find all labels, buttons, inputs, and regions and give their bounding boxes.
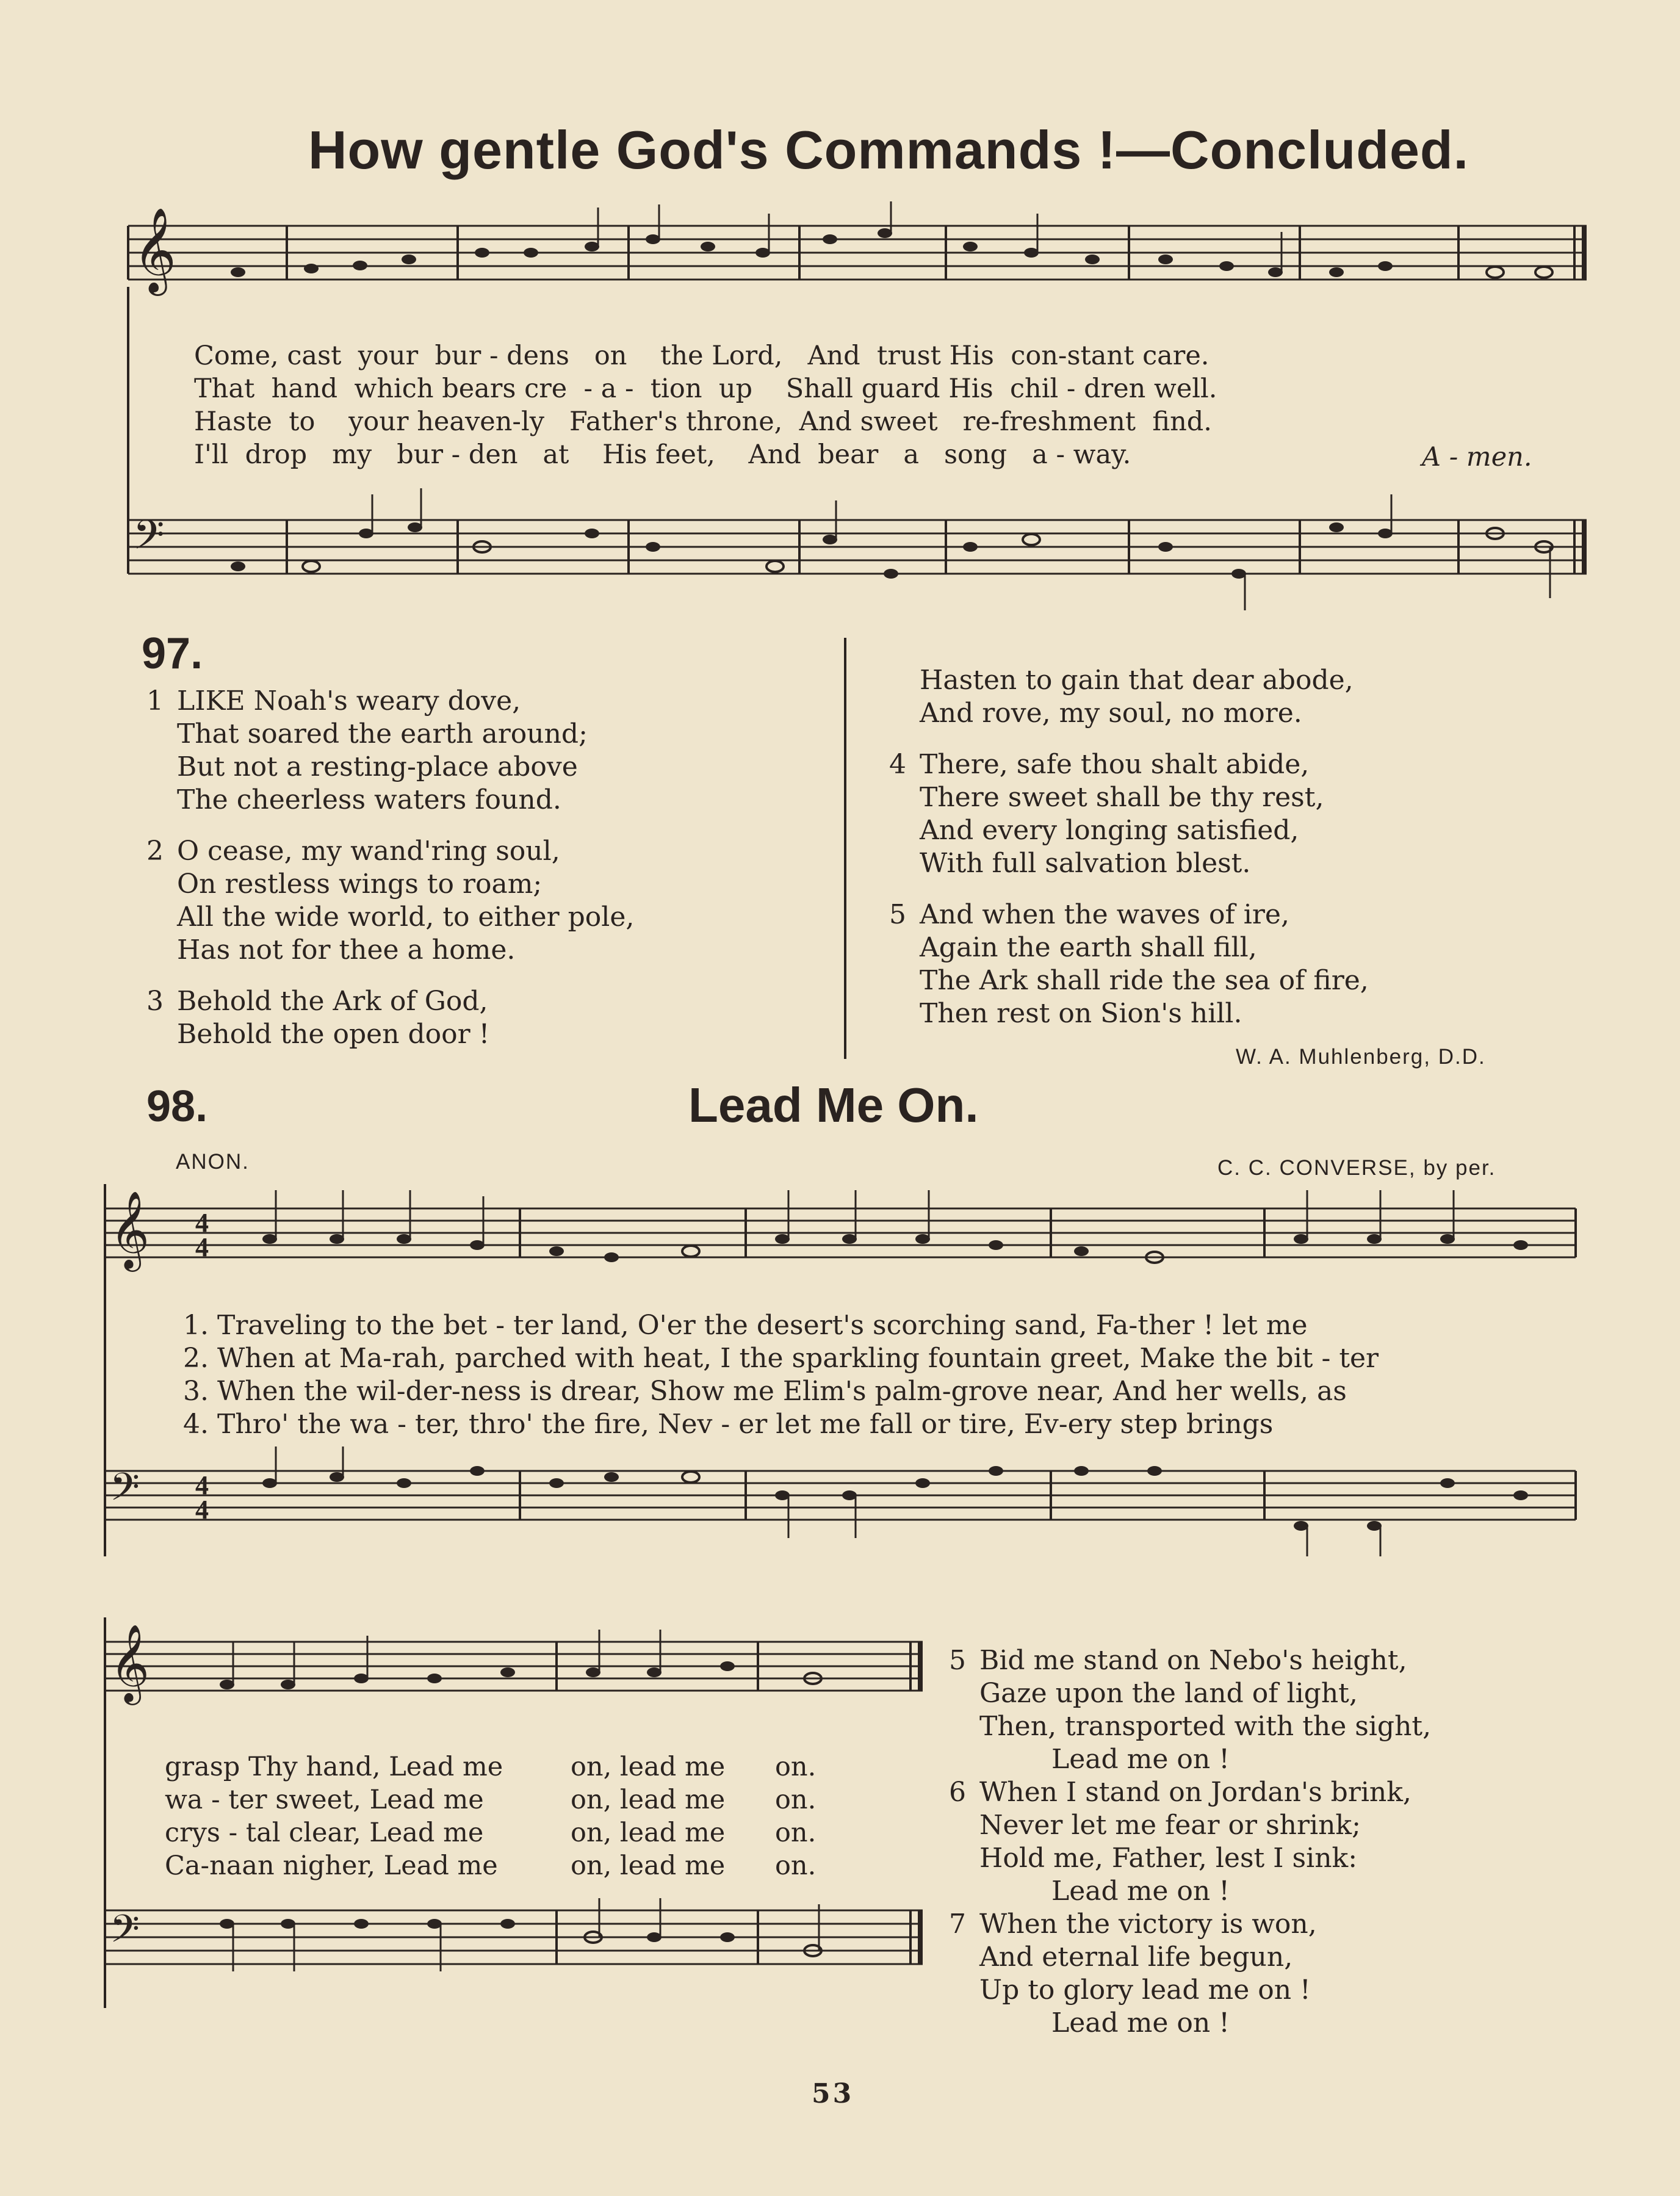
hymn97-author: W. A. Muhlenberg, D.D.: [1236, 1045, 1486, 1069]
verse-line: When I stand on Jordan's brink,: [979, 1777, 1411, 1808]
verse-number: 5: [949, 1645, 966, 1676]
svg-text:𝄞: 𝄞: [110, 1190, 150, 1268]
svg-text:4: 4: [195, 1470, 209, 1500]
verse-line: Up to glory lead me on !: [979, 1974, 1311, 2006]
svg-text:𝄢: 𝄢: [133, 511, 165, 568]
amen-text: A - men.: [1422, 442, 1532, 472]
verse-number: 2: [146, 836, 164, 867]
verse-2: [146, 835, 634, 967]
verse-5: [949, 1644, 1431, 1776]
lyric-segment: on, lead me: [571, 1851, 726, 1881]
hymn98-treble-staff-1: [105, 1184, 1576, 1276]
verse-line: Behold the open door !: [177, 1019, 490, 1050]
verse-line: The cheerless waters found.: [177, 784, 561, 815]
verse-3: [146, 985, 634, 1051]
lyric-segment: grasp Thy hand, Lead me: [165, 1752, 503, 1782]
verse-line: All the wide world, to either pole,: [177, 901, 635, 933]
top-bass-staff: [128, 488, 1587, 616]
verse-line: Then rest on Sion's hill.: [920, 998, 1242, 1029]
verse-1: [146, 685, 634, 817]
svg-text:4: 4: [195, 1232, 209, 1262]
svg-text:𝄢: 𝄢: [110, 1464, 140, 1519]
top-hymn-title: How gentle God's Commands !—Concluded.: [308, 120, 1469, 180]
lyric-segment: on.: [775, 1818, 817, 1848]
hymn98-lyrics-1: [183, 1309, 1379, 1441]
hymn97-number: 97.: [142, 629, 203, 678]
verse-line: LIKE Noah's weary dove,: [177, 685, 521, 717]
hymn98-lyrics-2: [165, 1750, 816, 1882]
verse-line: And every longing satisfied,: [920, 815, 1299, 846]
verse-number: 1: [146, 685, 164, 717]
lyric-segment: on.: [775, 1752, 817, 1782]
top-lyrics: [194, 339, 1217, 471]
hymn98-lyric-line-2: [165, 1816, 816, 1849]
svg-text:𝄞: 𝄞: [110, 1624, 150, 1702]
verse-line: Lead me on !: [1051, 2007, 1230, 2039]
verse-line: There sweet shall be thy rest,: [920, 782, 1324, 813]
top-lyric-line: Haste to your heaven-ly Father's throne, And sweet re-freshment find.: [194, 406, 1212, 437]
hymn97-right-column: [889, 664, 1369, 1030]
verse-number: 4: [889, 749, 906, 780]
lyric-segment: on, lead me: [571, 1818, 726, 1848]
verse-number: 5: [889, 899, 906, 930]
verse-line: Hasten to gain that dear abode,: [920, 665, 1354, 696]
verse-line: Lead me on !: [1051, 1876, 1230, 1907]
svg-text:𝄞: 𝄞: [133, 208, 176, 292]
verse-line: Then, transported with the sight,: [979, 1711, 1432, 1742]
hymn98-lyric-line: 4. Thro' the wa - ter, thro' the fire, Nev - er let me fall or tire, Ev-ery step brings: [183, 1409, 1274, 1440]
verse-number: 6: [949, 1777, 966, 1808]
verse-number: 7: [949, 1909, 966, 1940]
lyric-segment: on.: [775, 1785, 817, 1815]
verse-7: [949, 1908, 1431, 2040]
hymn98-bass-staff-2: [105, 1886, 923, 2020]
lyric-segment: on.: [775, 1851, 817, 1881]
verse-line: But not a resting-place above: [177, 751, 578, 782]
verse-line: Has not for thee a home.: [177, 934, 516, 966]
verse-line: Gaze upon the land of light,: [979, 1678, 1358, 1709]
verse-line: O cease, my wand'ring soul,: [177, 836, 560, 867]
verse-6: [949, 1776, 1431, 1908]
verse-line: Bid me stand on Nebo's height,: [979, 1645, 1407, 1676]
hymn98-title: Lead Me On.: [688, 1078, 979, 1132]
verse-line: Never let me fear or shrink;: [979, 1810, 1361, 1841]
hymn98-number: 98.: [146, 1082, 208, 1131]
hymn98-lyric-line-2: [165, 1849, 816, 1882]
hymn98-verses: [949, 1644, 1431, 2040]
verse-line: With full salvation blest.: [920, 848, 1251, 879]
svg-text:4: 4: [195, 1208, 209, 1238]
lyric-segment: crys - tal clear, Lead me: [165, 1818, 484, 1848]
verse-line: Behold the Ark of God,: [177, 986, 488, 1017]
hymn98-lyric-line-2: [165, 1783, 816, 1816]
verse-line: And when the waves of ire,: [920, 899, 1289, 930]
verse-5: [889, 898, 1369, 1030]
verse-line: Hold me, Father, lest I sink:: [979, 1843, 1358, 1874]
lyric-segment: on, lead me: [571, 1752, 726, 1782]
verse-line: The Ark shall ride the sea of fire,: [920, 965, 1369, 996]
top-lyric-line: That hand which bears cre - a - tion up Shall guard His chil - dren well.: [194, 374, 1217, 404]
lyric-segment: on, lead me: [571, 1785, 726, 1815]
hymn98-treble-staff-2: [105, 1617, 923, 1709]
verse-line: On restless wings to roam;: [177, 869, 543, 900]
verse-line: And rove, my soul, no more.: [920, 698, 1302, 729]
page-number: 53: [812, 2078, 854, 2109]
verse-number: 3: [146, 986, 164, 1017]
lyric-segment: Ca-naan nigher, Lead me: [165, 1851, 498, 1881]
verse-line: When the victory is won,: [979, 1909, 1317, 1940]
svg-text:𝄢: 𝄢: [110, 1906, 140, 1960]
hymn98-lyric-line: 3. When the wil-der-ness is drear, Show me Elim's palm-grove near, And her wells, as: [183, 1376, 1347, 1407]
column-divider: [844, 638, 846, 1059]
lyric-segment: wa - ter sweet, Lead me: [165, 1785, 484, 1815]
verse-4: [889, 748, 1369, 880]
hymn97-left-column: [146, 685, 634, 1051]
verse-line: Again the earth shall fill,: [920, 932, 1257, 963]
top-treble-staff: [128, 201, 1587, 299]
verse-line: That soared the earth around;: [177, 718, 588, 749]
hymn98-lyric-line: 2. When at Ma-rah, parched with heat, I the sparkling fountain greet, Make the bit - ter: [183, 1343, 1379, 1374]
svg-text:4: 4: [195, 1495, 209, 1525]
hymn98-bass-staff-1: [105, 1447, 1576, 1569]
verse-line: Lead me on !: [1051, 1744, 1230, 1775]
hymn98-music-by: C. C. CONVERSE, by per.: [1217, 1156, 1496, 1180]
hymn98-lyric-line-2: [165, 1750, 816, 1783]
verse-line: There, safe thou shalt abide,: [920, 749, 1310, 780]
top-lyric-line: Come, cast your bur - dens on the Lord, And trust His con-stant care.: [194, 341, 1210, 371]
top-lyric-line: I'll drop my bur - den at His feet, And bear a song a - way.: [194, 439, 1131, 470]
verse-line: And eternal life begun,: [979, 1941, 1293, 1973]
hymn98-words-by: ANON.: [176, 1150, 250, 1174]
hymn98-lyric-line: 1. Traveling to the bet - ter land, O'er the desert's scorching sand, Fa-ther ! let me: [183, 1310, 1308, 1341]
